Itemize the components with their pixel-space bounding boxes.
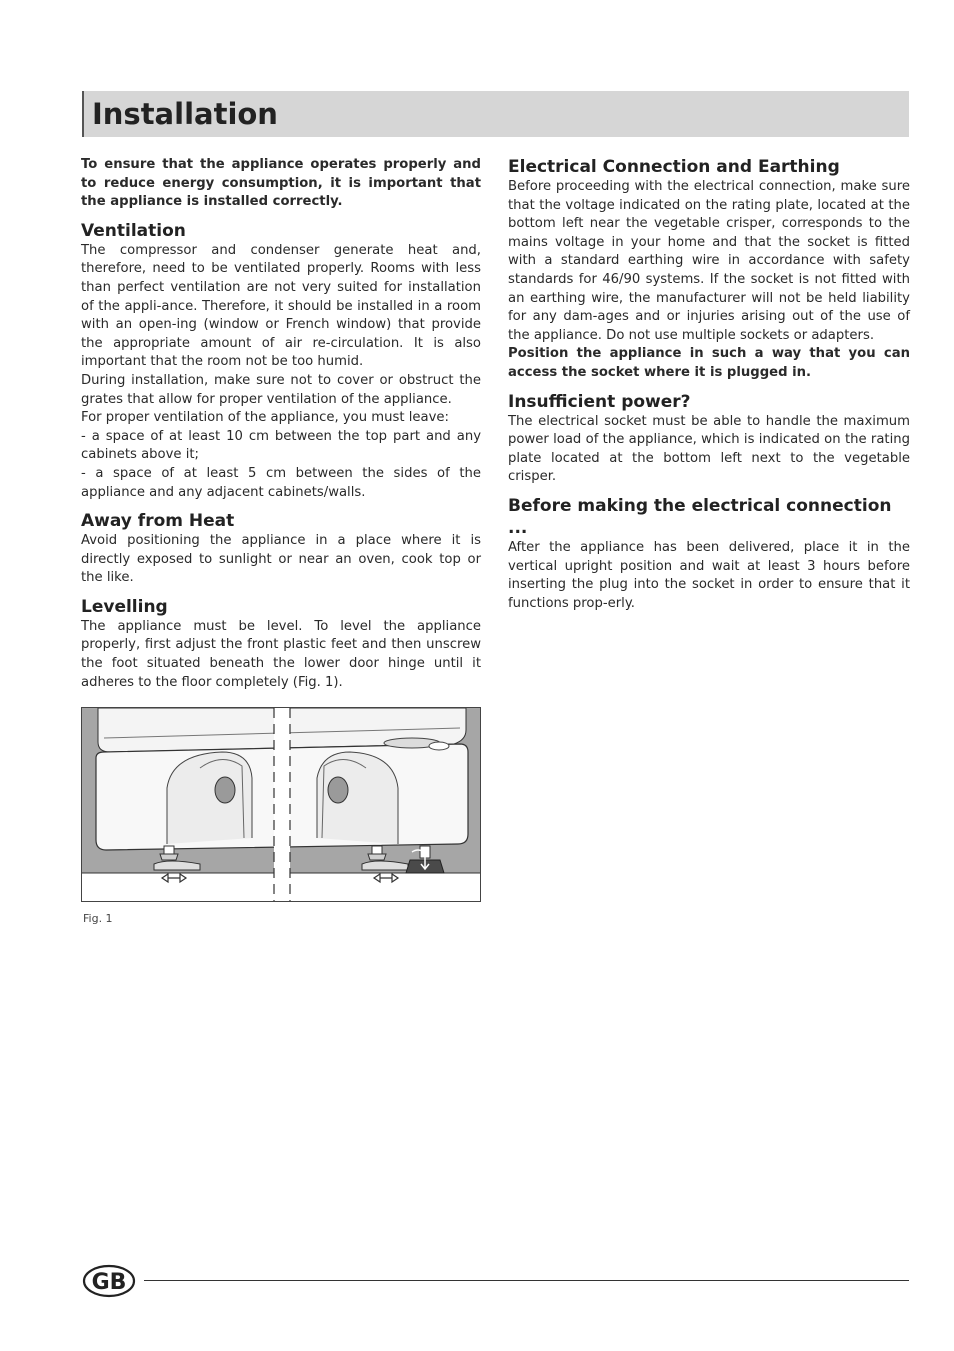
paragraph: The electrical socket must be able to handle the maximum power load of the appliance, which is indicated on the rating plate located at the bottom left next to the vegetable crisper. [508, 413, 910, 485]
paragraph: - a space of at least 10 cm between the top part and any cabinets above it; [81, 428, 481, 463]
footer-divider [144, 1280, 909, 1281]
section-heading: Insufficient power? [508, 391, 691, 412]
intro-text: To ensure that the appliance operates properly and to reduce energy consumption, it is important that the appliance is installed correctly. [81, 157, 481, 210]
language-code: GB [91, 1270, 127, 1295]
levelling-figure [81, 707, 481, 902]
paragraph: After the appliance has been delivered, place it in the vertical upright position and wait at least 3 hours before inserting the plug into the socket in order to ensure that it functions prop-erly. [508, 539, 910, 611]
paragraph: During installation, make sure not to cover or obstruct the grates that allow for proper ventilation of the appliance. [81, 372, 481, 407]
paragraph: The compressor and condenser generate heat and, therefore, need to be ventilated properly. Rooms with less than perfect ventilation are not very suited for installation of the appli-ance. Therefore, it should be installed in a room with an open-ing (window or French window) that provide the appropriate amount of air re-circulation. It is also important that the room not be too humid. [81, 242, 481, 370]
section-levelling [81, 596, 481, 692]
levelling-illustration [82, 708, 481, 902]
paragraph: - a space of at least 5 cm between the sides of the appliance and any adjacent cabinets/walls. [81, 465, 481, 500]
section-heading: Electrical Connection and Earthing [508, 157, 840, 177]
left-column [81, 156, 481, 692]
bold-paragraph: Position the appliance in such a way that you can access the socket where it is plugged in. [508, 346, 910, 380]
page-title-bar [82, 91, 909, 137]
section-heading: Levelling [81, 596, 168, 617]
right-column [508, 156, 910, 613]
section-electrical-connection [508, 156, 910, 383]
section-before-connection [508, 495, 910, 613]
section-heading: Ventilation [81, 220, 186, 241]
section-heading: Away from Heat [81, 511, 235, 532]
paragraph: For proper ventilation of the appliance, you must leave: [81, 410, 449, 426]
page-title: Installation [92, 97, 278, 131]
paragraph: Avoid positioning the appliance in a place where it is directly exposed to sunlight or near an oven, cook top or the like. [81, 533, 481, 586]
paragraph: Before proceeding with the electrical connection, make sure that the voltage indicated on the rating plate, located at the bottom left near the vegetable crisper, corresponds to the mains voltage in your home and that the socket is fitted with a standard earthing wire in accordance with safety standards for 46/90 systems. If the socket is not fitted with an earthing wire, the manufacturer will not be held liability for any dam-ages and or injuries arising out of the use of the appliance. Do not use multiple sockets or adapters. [508, 179, 910, 343]
section-away-from-heat [81, 510, 481, 588]
gb-language-badge [82, 1264, 136, 1298]
paragraph: The appliance must be level. To level the appliance properly, first adjust the front plastic feet and then unscrew the foot situated beneath the lower door hinge until it adheres to the floor completely (Fig. 1). [81, 618, 481, 690]
section-insufficient-power [508, 391, 910, 487]
figure-caption: Fig. 1 [83, 912, 113, 925]
section-heading: Before making the electrical connection ... [508, 495, 892, 538]
section-ventilation [81, 220, 481, 502]
